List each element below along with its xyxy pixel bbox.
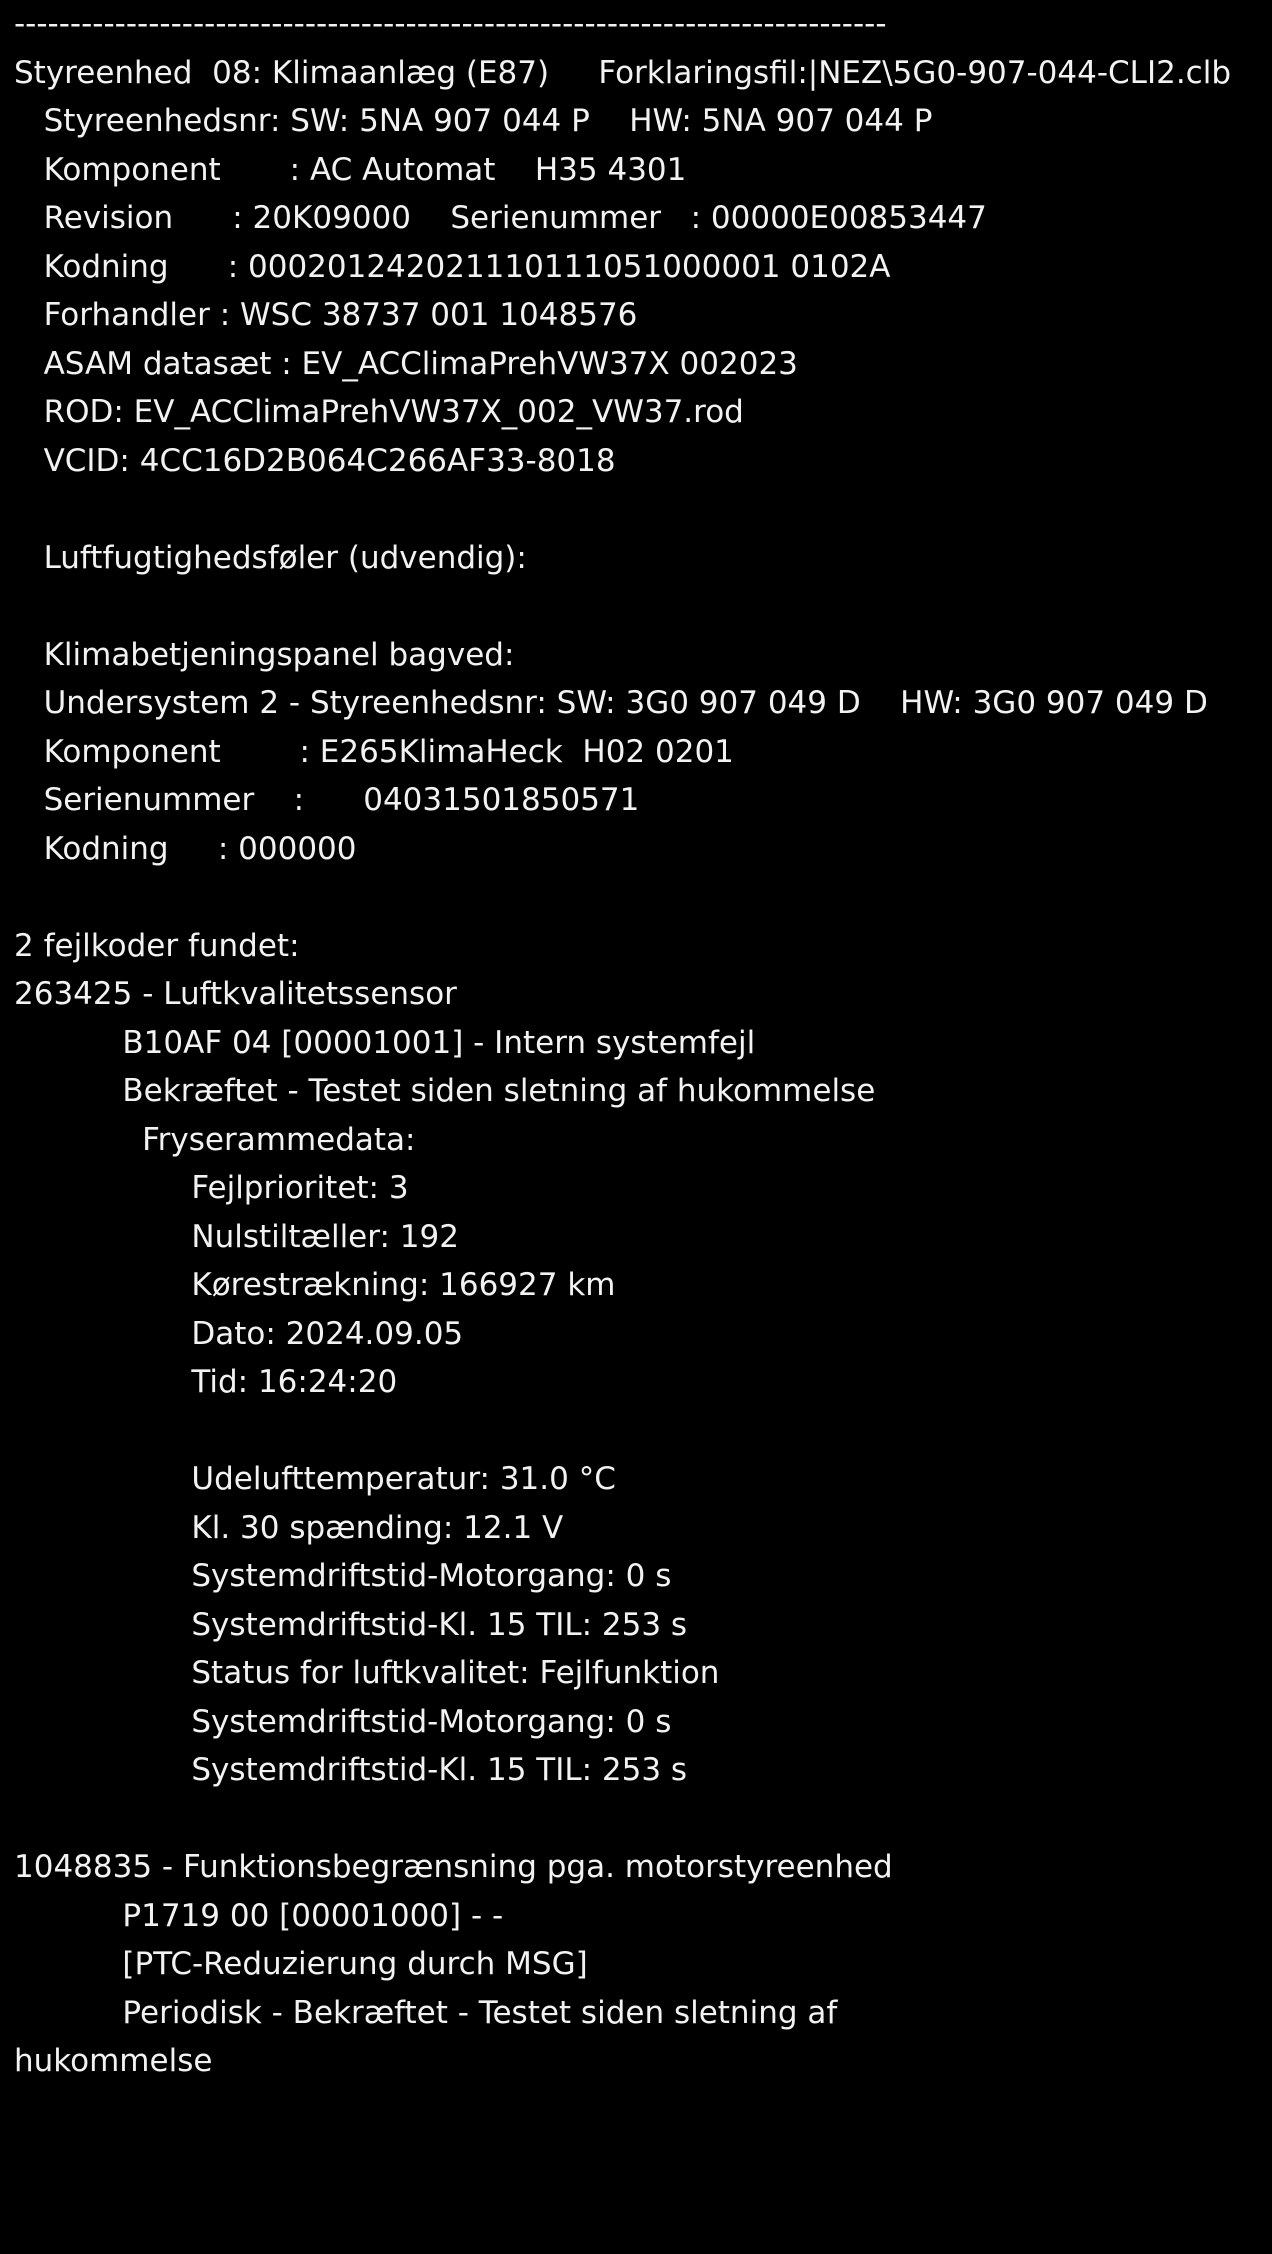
log-line: P1719 00 [00001000] - - [14, 1897, 504, 1934]
log-line: Systemdriftstid-Kl. 15 TIL: 253 s [14, 1752, 688, 1788]
log-line: 1048835 - Funktionsbegrænsning pga. motorstyreenhed [14, 1849, 893, 1885]
log-line: Klimabetjeningspanel bagved: [14, 636, 515, 673]
log-line: Status for luftkvalitet: Fejlfunktion [14, 1655, 720, 1691]
log-line: Revision : 20K09000 Serienummer : 00000E00853447 [14, 200, 987, 236]
log-line: ASAM datasæt : EV_ACClimaPrehVW37X 002023 [14, 345, 798, 382]
log-line: Kl. 30 spænding: 12.1 V [14, 1509, 564, 1546]
log-line: Kodning : 000201242021110111051000001 0102A [14, 248, 891, 285]
log-line: Kodning : 000000 [14, 830, 357, 867]
log-line: ROD: EV_ACClimaPrehVW37X_002_VW37.rod [14, 394, 744, 430]
log-line: Komponent : E265KlimaHeck H02 0201 [14, 733, 734, 770]
log-line: Tid: 16:24:20 [14, 1364, 398, 1400]
log-line: Periodisk - Bekræftet - Testet siden sletning af [14, 1994, 838, 2031]
log-line: Systemdriftstid-Motorgang: 0 s [14, 1703, 672, 1740]
log-line-blank [0, 873, 1272, 922]
log-line: Dato: 2024.09.05 [14, 1315, 464, 1352]
log-line-blank [0, 485, 1272, 534]
log-line: Fejlprioritet: 3 [14, 1170, 409, 1206]
log-line: hukommelse [14, 2043, 213, 2079]
log-line: Nulstiltæller: 192 [14, 1218, 459, 1255]
log-line: Systemdriftstid-Motorgang: 0 s [14, 1558, 672, 1594]
log-line-blank [0, 1795, 1272, 1844]
log-line: Undersystem 2 - Styreenhedsnr: SW: 3G0 907 049 D HW: 3G0 907 049 D [14, 685, 1208, 721]
log-line: Luftfugtighedsføler (udvendig): [14, 539, 527, 576]
log-line: Kørestrækning: 166927 km [14, 1267, 616, 1303]
log-line: 263425 - Luftkvalitetssensor [14, 976, 457, 1012]
log-line: Udelufttemperatur: 31.0 °C [14, 1461, 616, 1497]
log-line-blank [0, 582, 1272, 631]
log-line: Bekræftet - Testet siden sletning af hukommelse [14, 1073, 876, 1109]
log-line: Styreenhed 08: Klimaanlæg (E87) Forklaringsfil:|NEZ\5G0-907-044-CLI2.clb [14, 54, 1232, 91]
log-line: Systemdriftstid-Kl. 15 TIL: 253 s [14, 1606, 688, 1643]
log-line: B10AF 04 [00001001] - Intern systemfejl [14, 1024, 756, 1061]
log-line: Serienummer : 04031501850571 [14, 782, 640, 818]
log-line-blank [0, 1407, 1272, 1456]
log-line: Forhandler : WSC 38737 001 1048576 [14, 297, 638, 333]
log-line: Styreenhedsnr: SW: 5NA 907 044 P HW: 5NA 907 044 P [14, 103, 933, 139]
log-line: ------------------------------------------------------------------------------ [14, 6, 887, 42]
log-line: [PTC-Reduzierung durch MSG] [14, 1946, 588, 1982]
log-line: Fryserammedata: [14, 1121, 416, 1158]
log-line: 2 fejlkoder fundet: [14, 927, 300, 964]
log-line: Komponent : AC Automat H35 4301 [14, 151, 687, 188]
log-line: VCID: 4CC16D2B064C266AF33-8018 [14, 442, 616, 479]
